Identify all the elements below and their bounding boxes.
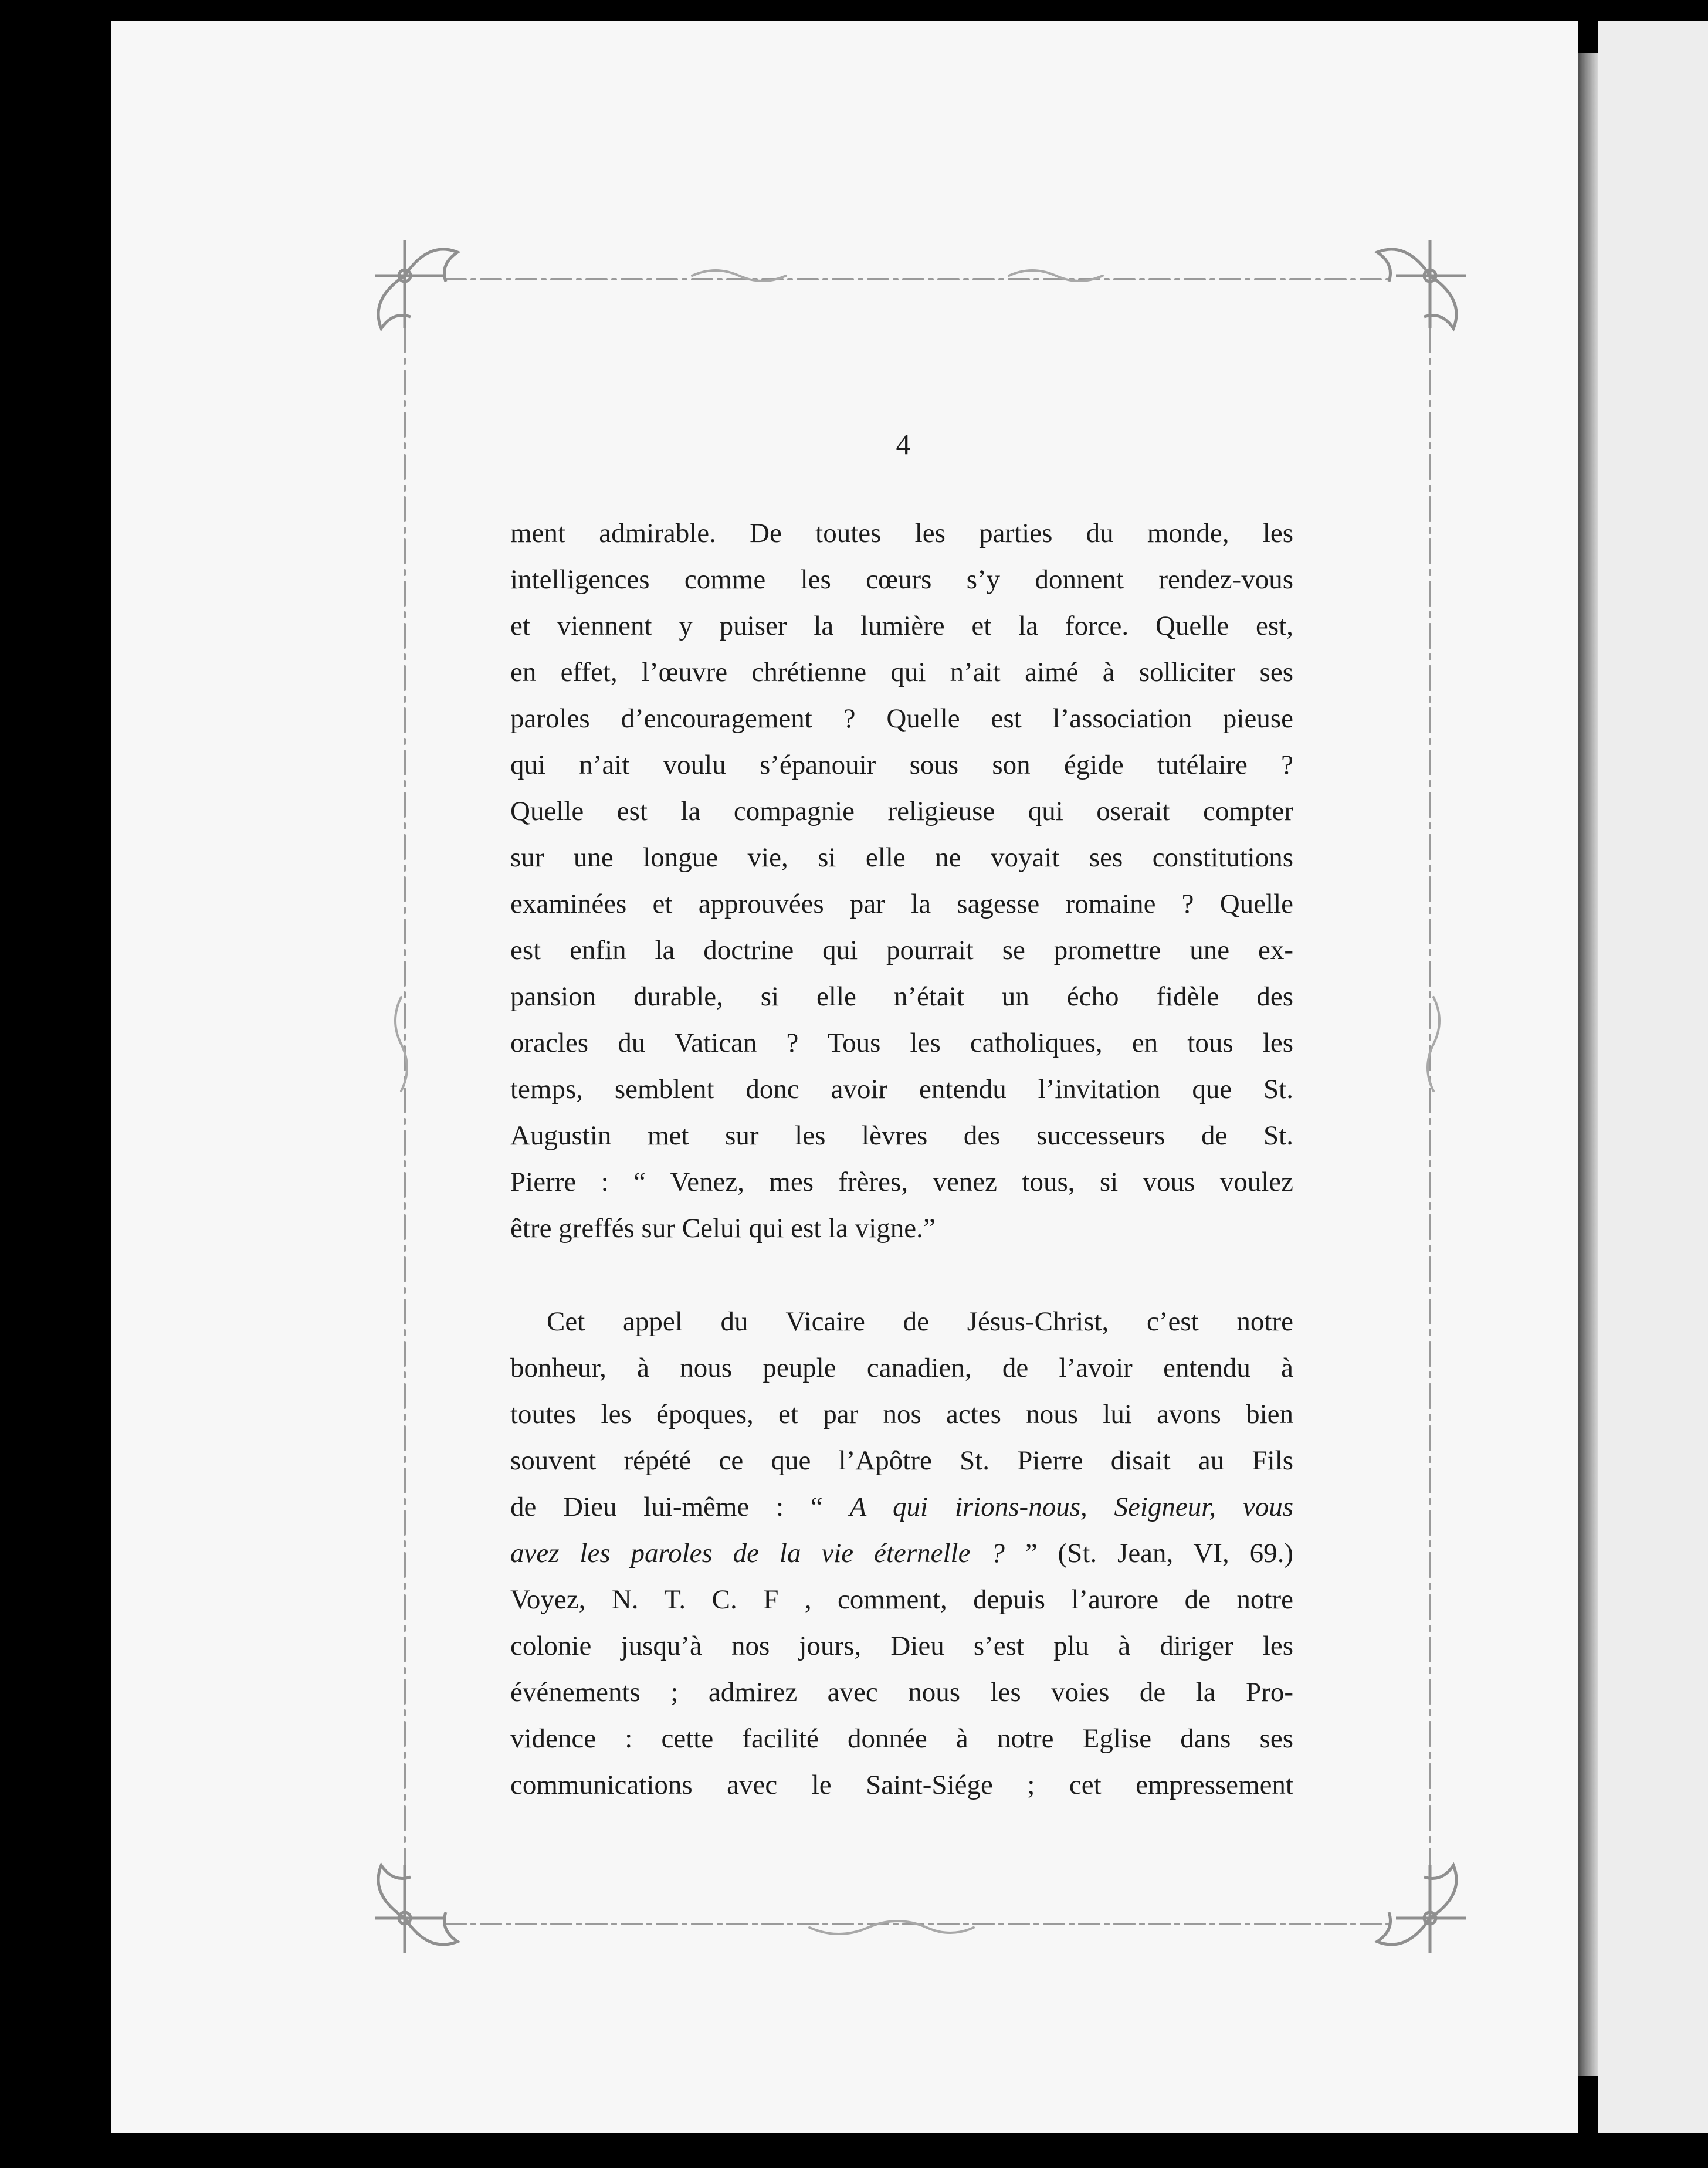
text-line: Voyez, N. T. C. F , comment, depuis l’aurore de notre <box>510 1584 1293 1615</box>
text-line: communications avec le Saint-Siége ; cet empressement <box>510 1770 1293 1800</box>
text-line: et viennent y puiser la lumière et la force. Quelle est, <box>510 611 1293 641</box>
text-line: bonheur, à nous peuple canadien, de l’avoir entendu à <box>510 1353 1293 1383</box>
text-line: Quelle est la compagnie religieuse qui oserait compter <box>510 796 1293 826</box>
text-line: est enfin la doctrine qui pourrait se promettre une ex- <box>510 935 1293 966</box>
text-line: événements ; admirez avec nous les voies de la Pro- <box>510 1677 1293 1708</box>
text-line: Cet appel du Vicaire de Jésus-Christ, c’est notre <box>547 1306 1293 1337</box>
text-line: qui n’ait voulu s’épanouir sous son égide tutélaire ? <box>510 750 1293 780</box>
corner-ornament-top-left <box>375 240 458 328</box>
text-line: toutes les époques, et par nos actes nous lui avons bien <box>510 1399 1293 1429</box>
text-line <box>510 1484 1293 1530</box>
text-run: de Dieu lui-même : “ <box>510 1492 850 1522</box>
text-line: Augustin met sur les lèvres des successeurs de St. <box>510 1120 1293 1151</box>
text-line: ment admirable. De toutes les parties du monde, les <box>510 518 1293 548</box>
page-number: 4 <box>896 428 911 460</box>
paragraph-break <box>510 1252 1293 1299</box>
text-line: paroles d’encouragement ? Quelle est l’association pieuse <box>510 703 1293 734</box>
body-text <box>510 510 1293 1808</box>
text-line: oracles du Vatican ? Tous les catholiques, en tous les <box>510 1028 1293 1058</box>
corner-ornament-top-right <box>1377 240 1466 328</box>
text-line: colonie jusqu’à nos jours, Dieu s’est plu à diriger les <box>510 1631 1293 1661</box>
italic-quote: A qui irions-nous, Seigneur, vous <box>849 1492 1293 1522</box>
text-line: examinées et approuvées par la sagesse romaine ? Quelle <box>510 889 1293 919</box>
text-line: sur une longue vie, si elle ne voyait ses constitutions <box>510 842 1293 873</box>
text-run: ” (St. Jean, VI, 69.) <box>1004 1538 1293 1569</box>
text-line: être greffés sur Celui qui est la vigne.” <box>510 1213 936 1244</box>
text-line: intelligences comme les cœurs s’y donnent rendez-vous <box>510 564 1293 595</box>
text-line: pansion durable, si elle n’était un écho fidèle des <box>510 981 1293 1012</box>
text-line: vidence : cette facilité donnée à notre Eglise dans ses <box>510 1723 1293 1754</box>
text-line: souvent répété ce que l’Apôtre St. Pierre disait au Fils <box>510 1445 1293 1476</box>
corner-ornament-bottom-right <box>1377 1865 1466 1953</box>
italic-quote: avez les paroles de la vie éternelle ? <box>510 1538 1005 1569</box>
text-line: en effet, l’œuvre chrétienne qui n’ait aimé à solliciter ses <box>510 657 1293 687</box>
text-line: Pierre : “ Venez, mes frères, venez tous, si vous voulez <box>510 1167 1293 1197</box>
text-line <box>510 1530 1293 1577</box>
text-line: temps, semblent donc avoir entendu l’invitation que St. <box>510 1074 1293 1105</box>
corner-ornament-bottom-left <box>375 1865 458 1953</box>
